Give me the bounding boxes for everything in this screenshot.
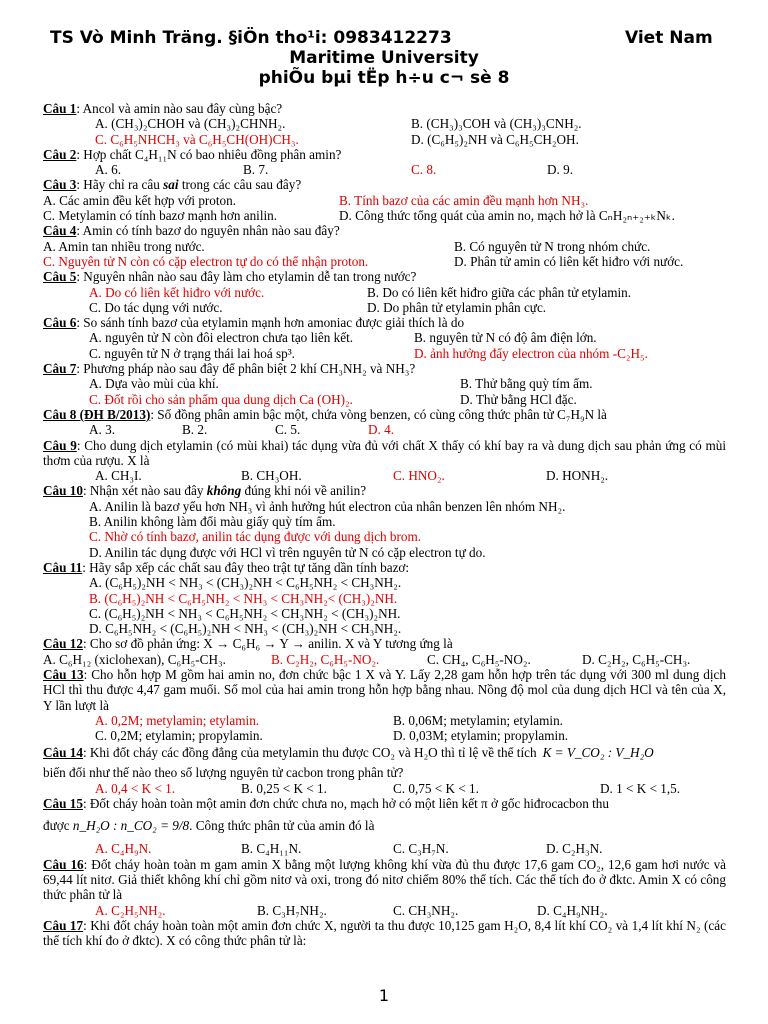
option: B. Do có liên kết hiđro giữa các phân tử etylamin. <box>367 284 632 300</box>
option: D. Do phân tử etylamin phân cực. <box>367 299 547 315</box>
option-answer: B. (C₆H₅)₂NH < C₆H₅NH₂ < NH₃ < CH₃NH₂< (CH₃)₂NH. <box>89 590 398 606</box>
question-stem <box>43 361 726 376</box>
option: A. (CH₃)₂CHOH và (CH₃)₂CHNH₂. <box>95 116 286 132</box>
option: B. Có nguyên tử N trong nhóm chức. <box>454 238 651 254</box>
option: D. Thử bằng HCl đặc. <box>460 391 577 407</box>
option: B. CH₃OH. <box>241 468 302 484</box>
question-label: Câu 13 <box>43 666 84 682</box>
header-author: TS Vò Minh Träng. §iÖn tho¹i: 0983412273 <box>50 28 452 48</box>
option-answer: A. C₄H₉N. <box>95 841 152 857</box>
option: B. 2. <box>182 422 208 438</box>
option: A. CH₃I. <box>95 468 142 484</box>
header-university: Maritime University <box>289 48 479 68</box>
option: B. Anilin không làm đổi màu giấy quỳ tím ẩm. <box>89 514 336 530</box>
option-answer: C. Nguyên tử N còn có cặp electron tự do có thể nhận proton. <box>43 253 369 269</box>
option: A. nguyên tử N còn đôi electron chưa tạo liên kết. <box>89 330 354 346</box>
question-text: : Ancol và amin nào sau đây cùng bậc? <box>76 101 283 116</box>
question-label: Câu 2 <box>43 146 77 162</box>
question-text: : Phương pháp nào sau đây để phân biệt 2 khí CH₃NH₂ và NH₃? <box>76 361 416 377</box>
mole-ratio-formula: n_H₂O : n_CO₂ = 9/8 <box>72 818 190 834</box>
option-answer: C. Nhờ có tính bazơ, anilin tác dụng được với dung dịch brom. <box>89 529 422 545</box>
question-stem <box>43 636 726 651</box>
question-text: được <box>43 818 73 834</box>
option-answer: A. 0,4 < K < 1. <box>95 780 176 796</box>
option: D. 0,03M; etylamin; propylamin. <box>393 728 569 744</box>
question-label: Câu 6 <box>43 315 77 331</box>
question-stem <box>43 177 726 192</box>
option: A. (C₆H₅)₂NH < NH₃ < (CH₃)₂NH < C₆H₅NH₂ < CH₃NH₂. <box>89 575 402 591</box>
question-stem <box>43 269 726 284</box>
option: A. Amin tan nhiều trong nước. <box>43 238 205 254</box>
option: B. C₃H₇NH₂. <box>257 902 327 918</box>
question-label: Câu 8 (ĐH B/2013) <box>43 406 151 422</box>
option: D. 1 < K < 1,5. <box>600 780 681 796</box>
question-stem <box>43 811 726 841</box>
option: B. 0,25 < K < 1. <box>241 780 327 796</box>
option: D. C₆H₅NH₂ < (C₆H₅)₂NH < NH₃ < (CH₃)₂NH < CH₃NH₂. <box>89 621 402 637</box>
option: A. Các amin đều kết hợp với proton. <box>43 192 237 208</box>
option: B. Thử bằng quỳ tím ẩm. <box>460 376 593 392</box>
question-stem <box>43 765 726 780</box>
question-label: Câu 11 <box>43 559 83 575</box>
question-text: : Hãy chỉ ra câu <box>76 177 164 193</box>
option: C. Do tác dụng với nước. <box>89 299 223 315</box>
option: D. Công thức tổng quát của amin no, mạch hở là CₙH₂ₙ₊₂₊ₖNₖ. <box>339 208 675 224</box>
option: B. C₄H₁₁N. <box>241 841 302 857</box>
question-stem <box>43 101 726 116</box>
question-stem <box>43 147 726 162</box>
option: A. 6. <box>95 162 122 178</box>
question-text: : Cho dung dịch etylamin (có mùi khai) tác dụng vừa đủ với chất X thấy có khí bay ra và dung dịch sau phản ứng có mùi thơm của rượu. X là <box>43 437 727 468</box>
option-answer: B. C₂H₂, C₆H₅-NO₂. <box>271 651 380 667</box>
option: C. C₃H₇N. <box>393 841 449 857</box>
option-answer: D. ảnh hưởng đẩy electron của nhóm -C₂H₅. <box>414 345 648 361</box>
option: B. nguyên tử N có độ âm điện lớn. <box>414 330 597 346</box>
option: D. C₂H₃N. <box>546 841 603 857</box>
question-text: : Cho sơ đồ phản ứng: X → C₆H₆ → Y → anilin. X và Y tương ứng là <box>82 636 453 652</box>
option: B. 7. <box>243 162 269 178</box>
option: A. Dựa vào mùi của khí. <box>89 376 219 392</box>
question-text: : Đốt cháy hoàn toàn một amin đơn chức chưa no, mạch hở có một liên kết π ở gốc hiđrocacbon thu <box>82 796 609 812</box>
option: C. 0,75 < K < 1. <box>393 780 479 796</box>
question-text: : Đốt cháy hoàn toàn m gam amin X bằng một lượng không khí vừa đủ thu được 17,6 gam CO₂, 12,6 gam hơi nước và 69,44 lít nitơ. Giả thiết không khí chỉ gồm nitơ và oxi, trong đó nitơ chiếm 80% thể tích. Các thể tích đo ở đktc. Amin X có công thức phân tử là <box>43 856 727 903</box>
question-stem <box>43 483 726 498</box>
question-list <box>43 101 726 948</box>
question-text: : So sánh tính bazơ của etylamin mạnh hơn amoniac được giải thích là do <box>76 315 465 331</box>
option: A. 3. <box>89 422 116 438</box>
question-label: Câu 17 <box>43 917 84 933</box>
question-text: : Cho hỗn hợp M gồm hai amin no, đơn chức bậc 1 X và Y. Lấy 2,28 gam hỗn hợp trên tác dụng với 300 ml dung dịch HCl thì thu được 4,47 gam muối. Số mol của hai amin trong hỗn hợp bằng nhau. Nồng độ mol của dung dịch HCl và tên của X, Y lần lượt là <box>43 666 726 713</box>
question-label: Câu 16 <box>43 856 84 872</box>
option: A. Anilin là bazơ yếu hơn NH₃ vì ảnh hưởng hút electron của nhân benzen lên nhóm NH₂. <box>89 498 566 514</box>
question-text: : Khi đốt cháy các đồng đẳng của metylamin thu được CO₂ và H₂O thì tỉ lệ về thể tích <box>82 745 537 761</box>
option: B. 0,06M; metylamin; etylamin. <box>393 712 563 728</box>
question-label: Câu 1 <box>43 101 77 116</box>
question-stem <box>43 438 726 469</box>
question-label: Câu 10 <box>43 483 83 499</box>
header-title: phiÕu bµi tËp h÷u c¬ sè 8 <box>258 68 510 88</box>
question-text: : Nguyên nhân nào sau đây làm cho etylamin dễ tan trong nước? <box>76 269 417 285</box>
question-text: : Hãy sắp xếp các chất sau đây theo trật tự tăng dần tính bazơ: <box>82 559 410 575</box>
option: B. (CH₃)₃COH và (CH₃)₃CNH₂. <box>411 116 582 132</box>
question-stem <box>43 745 726 765</box>
option-answer: C. HNO₂. <box>393 468 445 484</box>
volume-ratio-formula: K = V_CO₂ : V_H₂O <box>542 745 654 761</box>
option: C. nguyên tử N ở trạng thái lai hoá sp³. <box>89 345 295 361</box>
question-stem <box>43 857 726 903</box>
question-text: . Công thức phân tử của amin đó là <box>189 818 375 834</box>
page-number: 1 <box>378 986 390 1005</box>
option: D. C₄H₉NH₂. <box>537 902 608 918</box>
question-emphasis: sai <box>163 177 179 193</box>
option: C. CH₃NH₂. <box>393 902 459 918</box>
option: D. HONH₂. <box>546 468 609 484</box>
question-label: Câu 14 <box>43 745 83 761</box>
option: C. 5. <box>275 422 301 438</box>
option: D. (C₆H₅)₂NH và C₆H₅CH₂OH. <box>411 131 579 147</box>
option: C. (C₆H₅)₂NH < NH₃ < C₆H₅NH₂ < CH₃NH₂ < (CH₃)₂NH. <box>89 605 401 621</box>
option: D. 9. <box>547 162 574 178</box>
question-label: Câu 4 <box>43 223 77 239</box>
option-answer: B. Tính bazơ của các amin đều mạnh hơn NH₃. <box>339 192 589 208</box>
question-text: trong các câu sau đây? <box>178 177 302 193</box>
option-answer: C. Đốt rồi cho sản phẩm qua dung dịch Ca (OH)₂. <box>89 391 353 407</box>
question-label: Câu 7 <box>43 361 77 377</box>
option-answer: D. 4. <box>368 422 395 438</box>
option-answer: C. C₆H₅NHCH₃ và C₆H₅CH(OH)CH₃. <box>95 131 299 147</box>
question-text: : Khi đốt cháy hoàn toàn một amin đơn chức X, người ta thu được 10,125 gam H₂O, 8,4 lít khí CO₂ và 1,4 lít khí N₂ (các thể tích khí đo ở đktc). X có công thức phân tử là: <box>43 917 726 949</box>
option: C. 0,2M; etylamin; propylamin. <box>95 728 263 744</box>
option: D. C₂H₂, C₆H₅-CH₃. <box>582 651 691 667</box>
header-country: Viet Nam <box>625 28 713 48</box>
question-label: Câu 15 <box>43 796 83 812</box>
option: C. CH₄, C₆H₅-NO₂. <box>427 651 531 667</box>
option: A. C₆H₁₂ (xiclohexan), C₆H₅-CH₃. <box>43 651 226 667</box>
option-answer: A. Do có liên kết hiđro với nước. <box>89 284 265 300</box>
option-answer: C. 8. <box>411 162 437 178</box>
question-label: Câu 3 <box>43 177 77 193</box>
question-emphasis: không <box>206 483 242 499</box>
question-label: Câu 5 <box>43 269 77 285</box>
question-text: biến đổi như thế nào theo số lượng nguyên tử cacbon trong phân tử? <box>43 765 404 781</box>
question-stem <box>43 667 726 713</box>
question-text: : Amin có tính bazơ do nguyên nhân nào sau đây? <box>76 223 340 239</box>
question-stem <box>43 796 726 811</box>
question-text: : Nhận xét nào sau đây <box>82 483 207 499</box>
question-text: đúng khi nói về anilin? <box>241 483 367 499</box>
question-text: : Hợp chất C₄H₁₁N có bao nhiêu đồng phân amin? <box>76 146 342 162</box>
option: D. Phân tử amin có liên kết hiđro với nước. <box>454 253 684 269</box>
option-answer: A. C₂H₅NH₂. <box>95 902 166 918</box>
question-stem <box>43 918 726 949</box>
question-stem <box>43 560 726 575</box>
question-stem <box>43 223 726 238</box>
question-stem <box>43 407 726 422</box>
option: D. Anilin tác dụng được với HCl vì trên nguyên tử N có cặp electron tự do. <box>89 544 486 560</box>
option-answer: A. 0,2M; metylamin; etylamin. <box>95 712 260 728</box>
question-text: : Số đồng phân amin bậc một, chứa vòng benzen, có cùng công thức phân tử C₇H₉N là <box>150 406 607 422</box>
option: C. Metylamin có tính bazơ mạnh hơn anilin. <box>43 208 278 224</box>
question-stem <box>43 315 726 330</box>
question-label: Câu 12 <box>43 636 83 652</box>
question-label: Câu 9 <box>43 437 77 453</box>
